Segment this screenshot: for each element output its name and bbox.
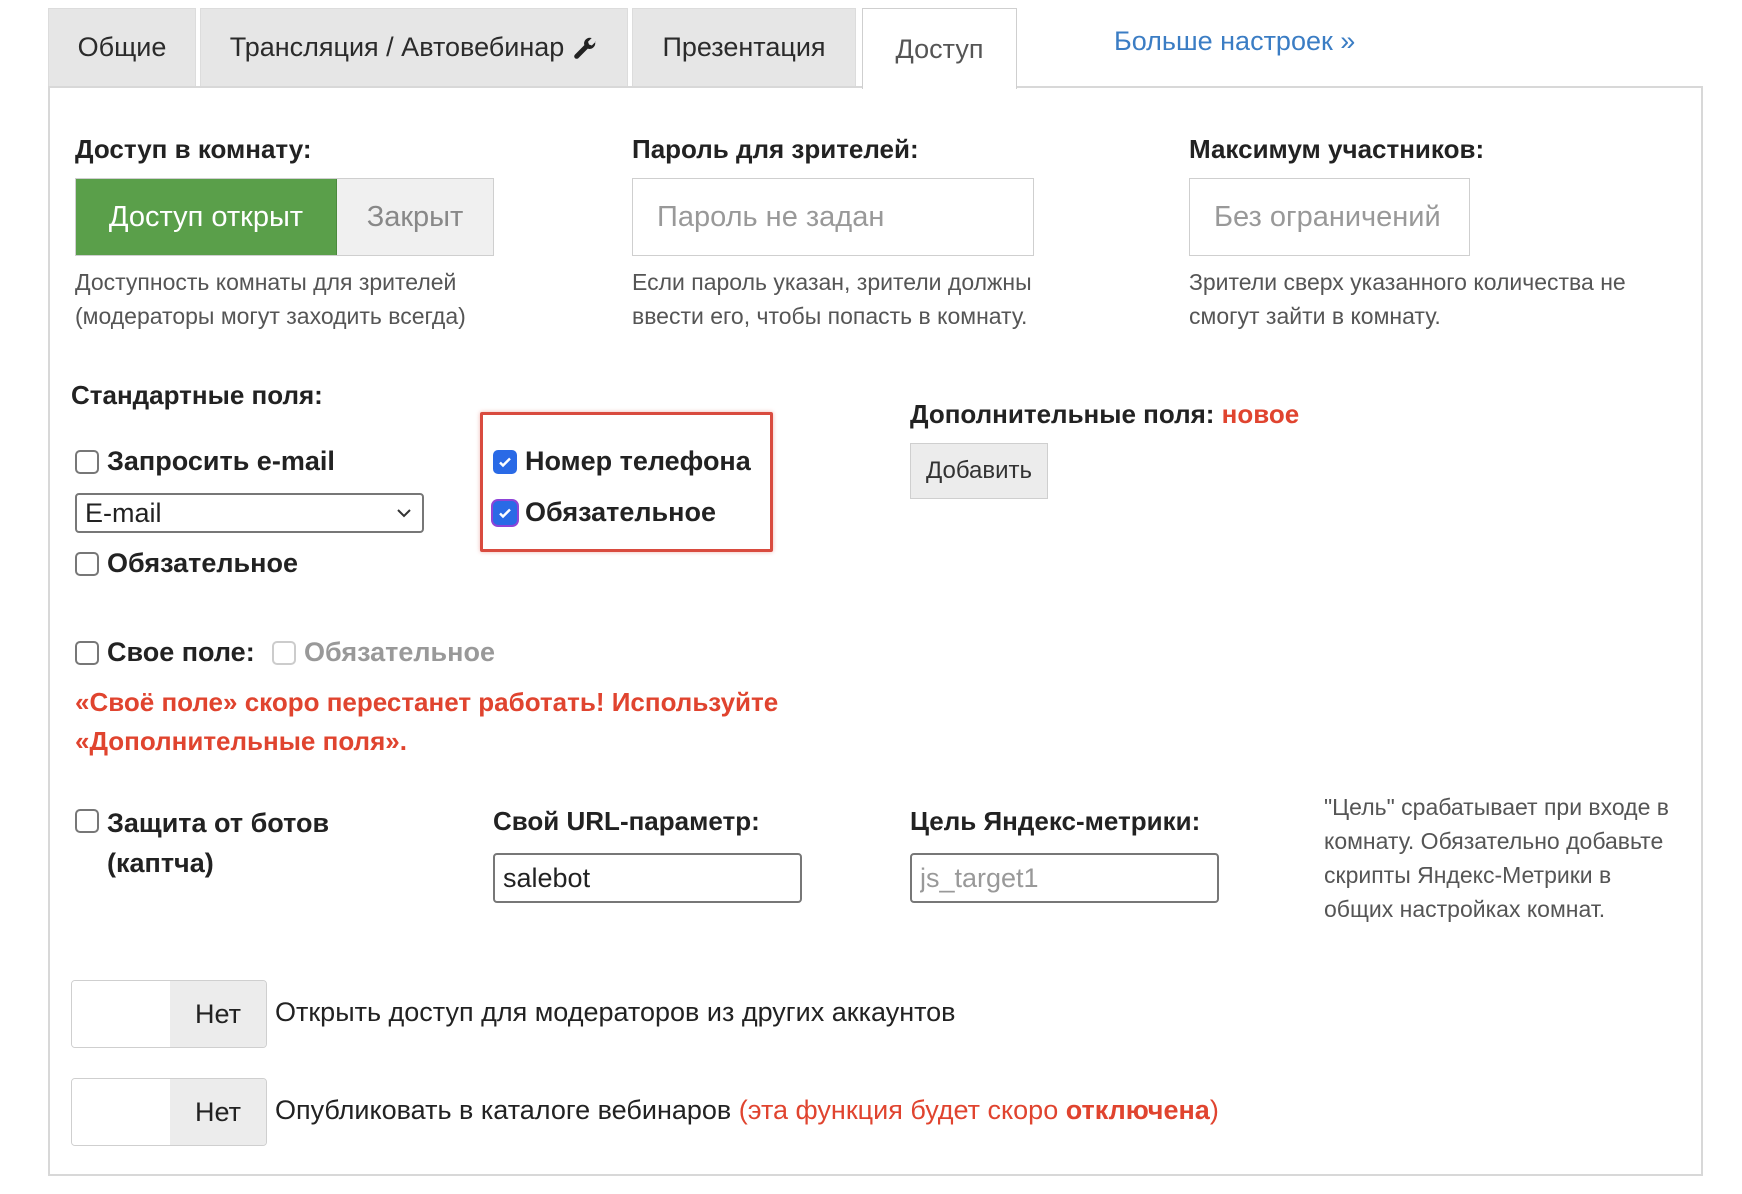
catalog-toggle-label-row (275, 1095, 1219, 1126)
tab-access-label: Доступ (895, 33, 984, 64)
custom-field-warning: «Своё поле» скоро перестанет работать! Используйте «Дополнительные поля». (75, 687, 779, 756)
standard-fields-label: Стандартные поля: (71, 380, 323, 410)
max-participants-help: Зрители сверх указанного количества не смогут зайти в комнату. (1189, 269, 1626, 329)
toggle-knob (72, 1079, 170, 1145)
catalog-toggle-value: Нет (170, 1079, 266, 1145)
captcha-checkbox[interactable] (75, 809, 99, 833)
catalog-note-bold: отключена (1065, 1095, 1210, 1125)
access-open-button[interactable]: Доступ открыт (76, 179, 337, 255)
catalog-note-open: (эта функция будет скоро (738, 1095, 1066, 1125)
max-participants-input[interactable] (1189, 178, 1470, 256)
url-param-label: Свой URL-параметр: (493, 806, 760, 836)
extra-fields-heading (910, 399, 1299, 430)
max-participants-label: Максимум участников: (1189, 134, 1485, 164)
toggle-knob (72, 981, 170, 1047)
catalog-toggle[interactable] (71, 1078, 267, 1146)
request-email-checkbox[interactable] (75, 450, 99, 474)
request-email-row (75, 446, 335, 477)
new-badge: новое (1221, 399, 1300, 429)
add-field-button[interactable]: Добавить (910, 443, 1048, 499)
catalog-note-close: ) (1209, 1095, 1219, 1125)
yandex-goal-label: Цель Яндекс-метрики: (910, 806, 1201, 836)
password-help: Если пароль указан, зрители должны ввести его, чтобы попасть в комнату. (632, 269, 1032, 329)
moderators-toggle-value: Нет (170, 981, 266, 1047)
access-help: Доступность комнаты для зрителей (модераторы могут заходить всегда) (75, 269, 466, 329)
yandex-goal-input[interactable] (910, 853, 1219, 903)
captcha-row (75, 803, 405, 883)
custom-field-checkbox[interactable] (75, 641, 99, 665)
email-required-label: Обязательное (107, 548, 298, 578)
phone-required-label: Обязательное (525, 497, 716, 527)
custom-field-required-row (272, 637, 495, 668)
tab-general-label: Общие (77, 32, 167, 62)
moderators-toggle[interactable] (71, 980, 267, 1048)
access-closed-button[interactable]: Закрыт (337, 179, 493, 255)
tab-broadcast-label: Трансляция / Автовебинар (229, 32, 565, 62)
password-input[interactable] (632, 178, 1034, 256)
password-label: Пароль для зрителей: (632, 134, 919, 164)
chevron-down-icon (396, 505, 412, 521)
custom-field-label: Свое поле: (107, 637, 255, 667)
tab-presentation-label: Презентация (662, 32, 826, 62)
yandex-goal-help: "Цель" срабатывает при входе в комнату. Обязательно добавьте скрипты Яндекс-Метрики в общих настройках комнат. (1324, 794, 1669, 922)
access-label: Доступ в комнату: (75, 134, 312, 164)
custom-field-row (75, 637, 255, 668)
captcha-label: Защита от ботов (каптча) (107, 808, 330, 878)
catalog-toggle-label: Опубликовать в каталоге вебинаров (275, 1095, 732, 1125)
request-email-label: Запросить e-mail (107, 446, 335, 476)
extra-fields-label: Дополнительные поля: (910, 399, 1215, 429)
access-toggle-group (75, 178, 494, 256)
phone-label: Номер телефона (525, 446, 751, 476)
email-required-row (75, 548, 298, 579)
more-settings-link[interactable]: Больше настроек » (1114, 26, 1356, 56)
url-param-input[interactable] (493, 853, 802, 903)
phone-highlight-box (480, 412, 773, 552)
email-select[interactable] (75, 493, 424, 533)
custom-field-required-checkbox[interactable] (272, 641, 296, 665)
custom-field-required-label: Обязательное (304, 637, 495, 667)
moderators-toggle-label: Открыть доступ для модераторов из других аккаунтов (275, 997, 956, 1027)
email-select-value: E-mail (85, 497, 162, 528)
email-required-checkbox[interactable] (75, 552, 99, 576)
